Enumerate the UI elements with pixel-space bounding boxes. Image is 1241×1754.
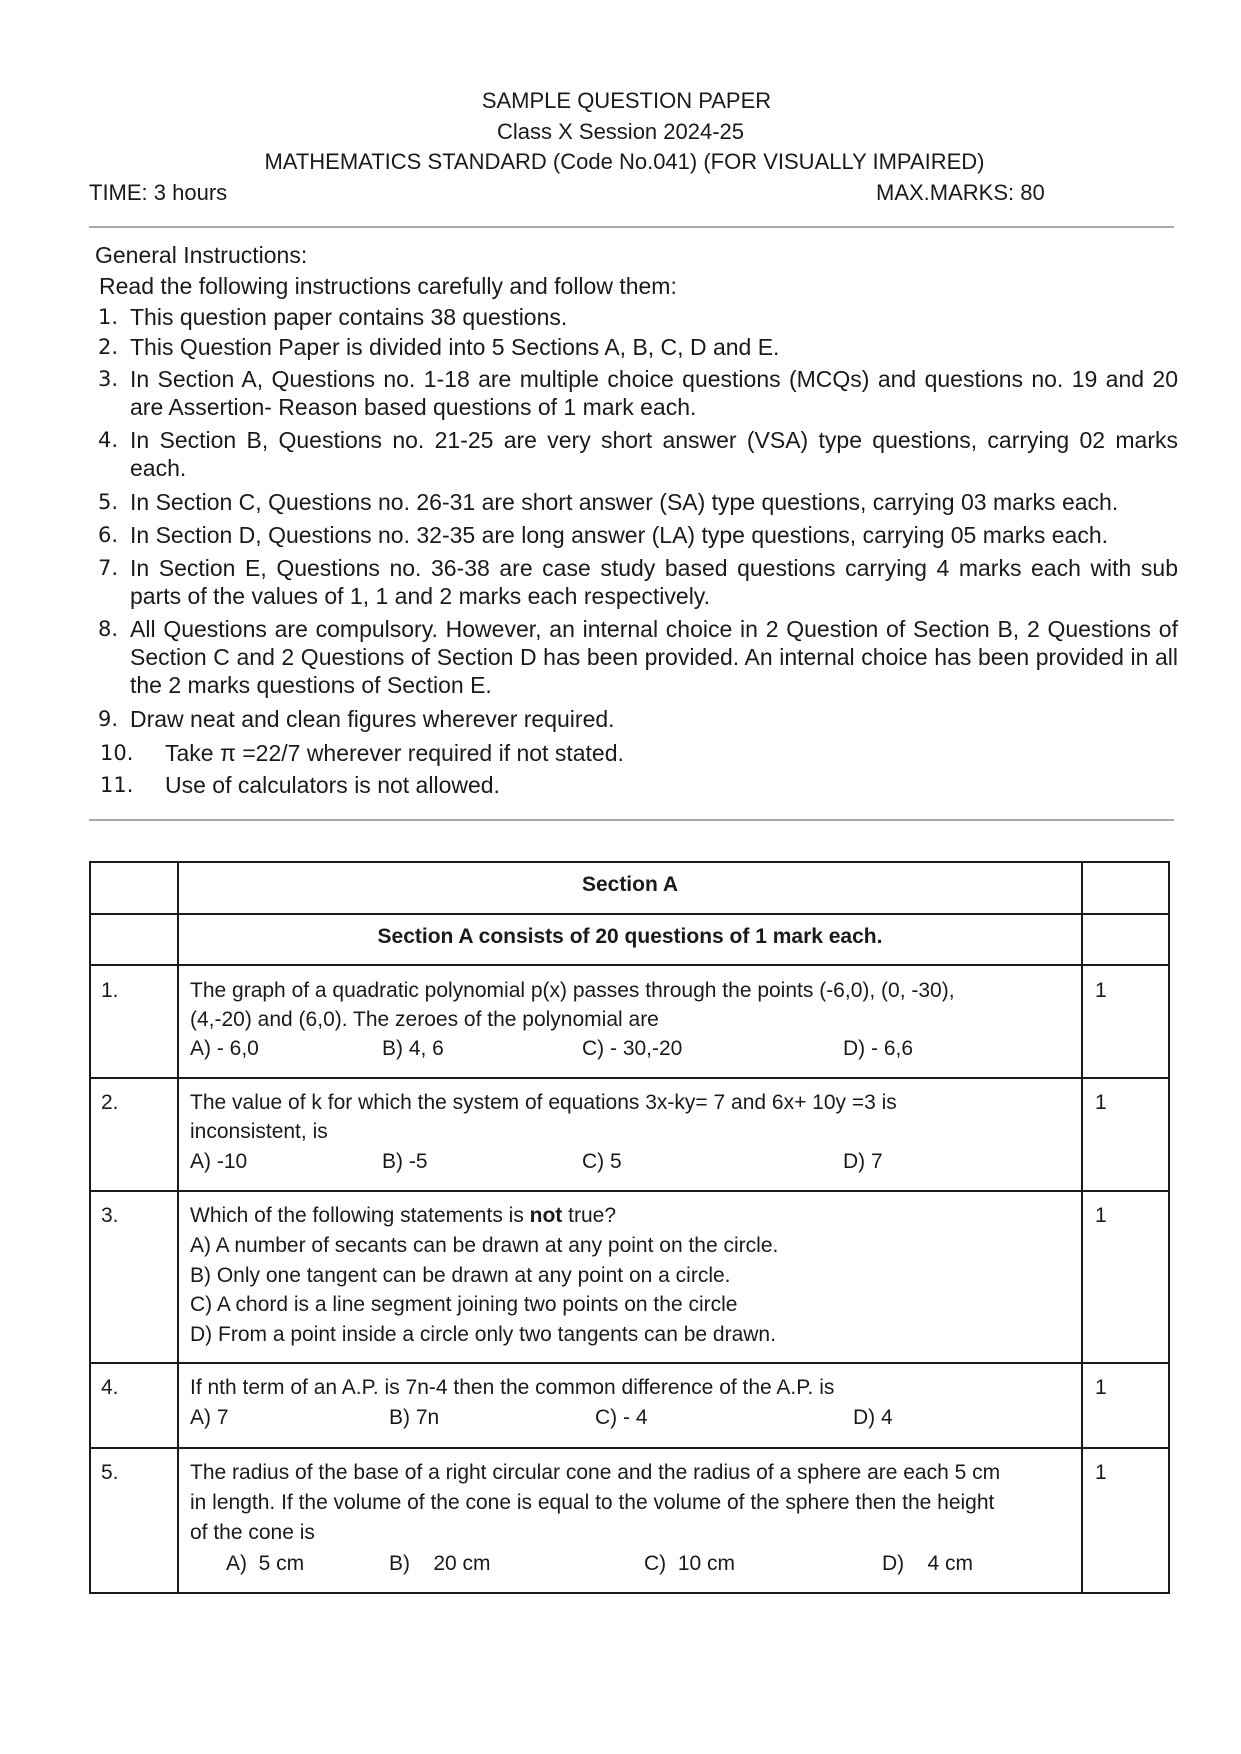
question-marks: 1	[1095, 979, 1107, 1002]
instruction-text: In Section A, Questions no. 1-18 are multiple choice questions (MCQs) and questions no. 19 and 20 are Assertion- Reason based questions of 1 mark each.	[130, 366, 1178, 420]
instruction-item	[98, 333, 1178, 361]
option-b: B) 7n	[389, 1406, 440, 1429]
instruction-item	[98, 426, 1178, 482]
question-stem: of the cone is	[190, 1521, 315, 1544]
question-number: 2.	[101, 1091, 119, 1114]
option-a: A) -10	[190, 1150, 248, 1173]
question-marks: 1	[1095, 1204, 1107, 1227]
instruction-text: In Section B, Questions no. 21-25 are very short answer (VSA) type questions, carrying 02 marks each.	[130, 427, 1178, 481]
instruction-item	[98, 521, 1178, 549]
question-stem	[190, 1201, 616, 1230]
table-border	[1081, 861, 1083, 1594]
instruction-number: 4.	[98, 428, 119, 452]
instruction-number: 6.	[98, 523, 119, 547]
question-marks: 1	[1095, 1461, 1107, 1484]
table-border	[89, 1190, 1170, 1192]
instruction-item	[98, 365, 1178, 421]
instruction-number: 9.	[98, 707, 119, 731]
section-title: Section A	[581, 873, 679, 896]
question-stem: The graph of a quadratic polynomial p(x) passes through the points (-6,0), (0, -30),	[190, 979, 955, 1002]
table-border	[89, 1362, 1170, 1364]
instruction-number: 3.	[98, 367, 119, 391]
option-c: C) 5	[582, 1150, 622, 1173]
option-d: D) 4	[853, 1406, 893, 1429]
subject-line: MATHEMATICS STANDARD (Code No.041) (FOR VISUALLY IMPAIRED)	[264, 149, 985, 174]
instruction-text: This Question Paper is divided into 5 Sections A, B, C, D and E.	[130, 334, 780, 360]
instruction-text: Draw neat and clean figures wherever required.	[130, 706, 615, 732]
instruction-item	[98, 554, 1178, 610]
option-a: A) 5 cm	[226, 1552, 305, 1575]
option-b: B) Only one tangent can be drawn at any point on a circle.	[190, 1264, 731, 1287]
question-stem: The radius of the base of a right circular cone and the radius of a sphere are each 5 cm	[190, 1461, 1001, 1484]
option-c: C) 10 cm	[644, 1552, 736, 1575]
table-border	[89, 861, 91, 1594]
option-a: A) 7	[190, 1406, 229, 1429]
stem-text: Which of the following statements is	[190, 1204, 530, 1227]
question-number: 1.	[101, 979, 119, 1002]
instruction-item	[98, 303, 1178, 331]
option-a: A) - 6,0	[190, 1037, 259, 1060]
top-divider	[89, 226, 1174, 228]
option-d: D) 7	[843, 1150, 883, 1173]
instruction-text: All Questions are compulsory. However, an internal choice in 2 Question of Section B, 2 Questions of Section C and 2 Questions of Section D has been provided. An internal choice has been provided in all the 2 marks questions of Section E.	[130, 616, 1178, 698]
table-border	[89, 913, 1170, 915]
instruction-text: Take π =22/7 wherever required if not stated.	[165, 740, 624, 766]
table-border	[89, 1592, 1170, 1594]
option-b: B) 20 cm	[389, 1552, 491, 1575]
instruction-number: 5.	[98, 490, 119, 514]
stem-emphasis: not	[529, 1204, 563, 1227]
instruction-number: 10.	[100, 741, 134, 765]
instruction-number: 1.	[98, 305, 119, 329]
instruction-item	[98, 615, 1178, 699]
instruction-number: 7.	[98, 556, 119, 580]
instruction-text: In Section C, Questions no. 26-31 are short answer (SA) type questions, carrying 03 marks each.	[130, 489, 1119, 515]
question-marks: 1	[1095, 1091, 1107, 1114]
table-border	[177, 861, 179, 1594]
question-number: 5.	[101, 1461, 119, 1484]
question-number: 3.	[101, 1204, 119, 1227]
option-c: C) - 4	[595, 1406, 648, 1429]
table-border	[89, 1447, 1170, 1449]
instruction-text: This question paper contains 38 questions.	[130, 304, 568, 330]
stem-text: true?	[562, 1204, 617, 1227]
question-marks: 1	[1095, 1376, 1107, 1399]
question-stem: (4,-20) and (6,0). The zeroes of the polynomial are	[190, 1008, 659, 1031]
instruction-item	[98, 705, 1178, 733]
option-c: C) A chord is a line segment joining two points on the circle	[190, 1293, 738, 1316]
table-border	[89, 1077, 1170, 1079]
instruction-number: 8.	[98, 617, 119, 641]
instruction-item	[100, 739, 1180, 767]
section-subtitle: Section A consists of 20 questions of 1 mark each.	[377, 925, 883, 948]
option-c: C) - 30,-20	[582, 1037, 683, 1060]
instruction-number: 2.	[98, 335, 119, 359]
instruction-text: Use of calculators is not allowed.	[165, 772, 500, 798]
table-border	[1168, 861, 1170, 1594]
bottom-divider	[89, 819, 1174, 821]
table-border	[89, 861, 1170, 863]
instruction-number: 11.	[100, 773, 134, 797]
question-stem: The value of k for which the system of equations 3x-ky= 7 and 6x+ 10y =3 is	[190, 1091, 897, 1114]
table-border	[89, 964, 1170, 966]
question-stem: If nth term of an A.P. is 7n-4 then the common difference of the A.P. is	[190, 1376, 835, 1399]
option-b: B) -5	[382, 1150, 428, 1173]
option-a: A) A number of secants can be drawn at any point on the circle.	[190, 1234, 779, 1257]
session-line: Class X Session 2024-25	[496, 119, 745, 144]
instructions-intro: Read the following instructions carefully and follow them:	[99, 273, 677, 299]
option-b: B) 4, 6	[382, 1037, 444, 1060]
time-label: TIME: 3 hours	[89, 180, 228, 205]
question-stem: in length. If the volume of the cone is equal to the volume of the sphere then the height	[190, 1491, 995, 1514]
option-d: D) 4 cm	[882, 1552, 974, 1575]
option-d: D) - 6,6	[843, 1037, 914, 1060]
option-d: D) From a point inside a circle only two tangents can be drawn.	[190, 1323, 776, 1346]
instruction-item	[98, 488, 1178, 516]
instruction-item	[100, 771, 1180, 799]
paper-title: SAMPLE QUESTION PAPER	[481, 88, 772, 113]
question-number: 4.	[101, 1376, 119, 1399]
instruction-text: In Section E, Questions no. 36-38 are case study based questions carrying 4 marks each with sub parts of the values of 1, 1 and 2 marks each respectively.	[130, 555, 1178, 609]
max-marks-label: MAX.MARKS: 80	[876, 180, 1045, 205]
instruction-text: In Section D, Questions no. 32-35 are long answer (LA) type questions, carrying 05 marks each.	[130, 522, 1109, 548]
instructions-title: General Instructions:	[95, 242, 308, 268]
question-stem: inconsistent, is	[190, 1120, 328, 1143]
